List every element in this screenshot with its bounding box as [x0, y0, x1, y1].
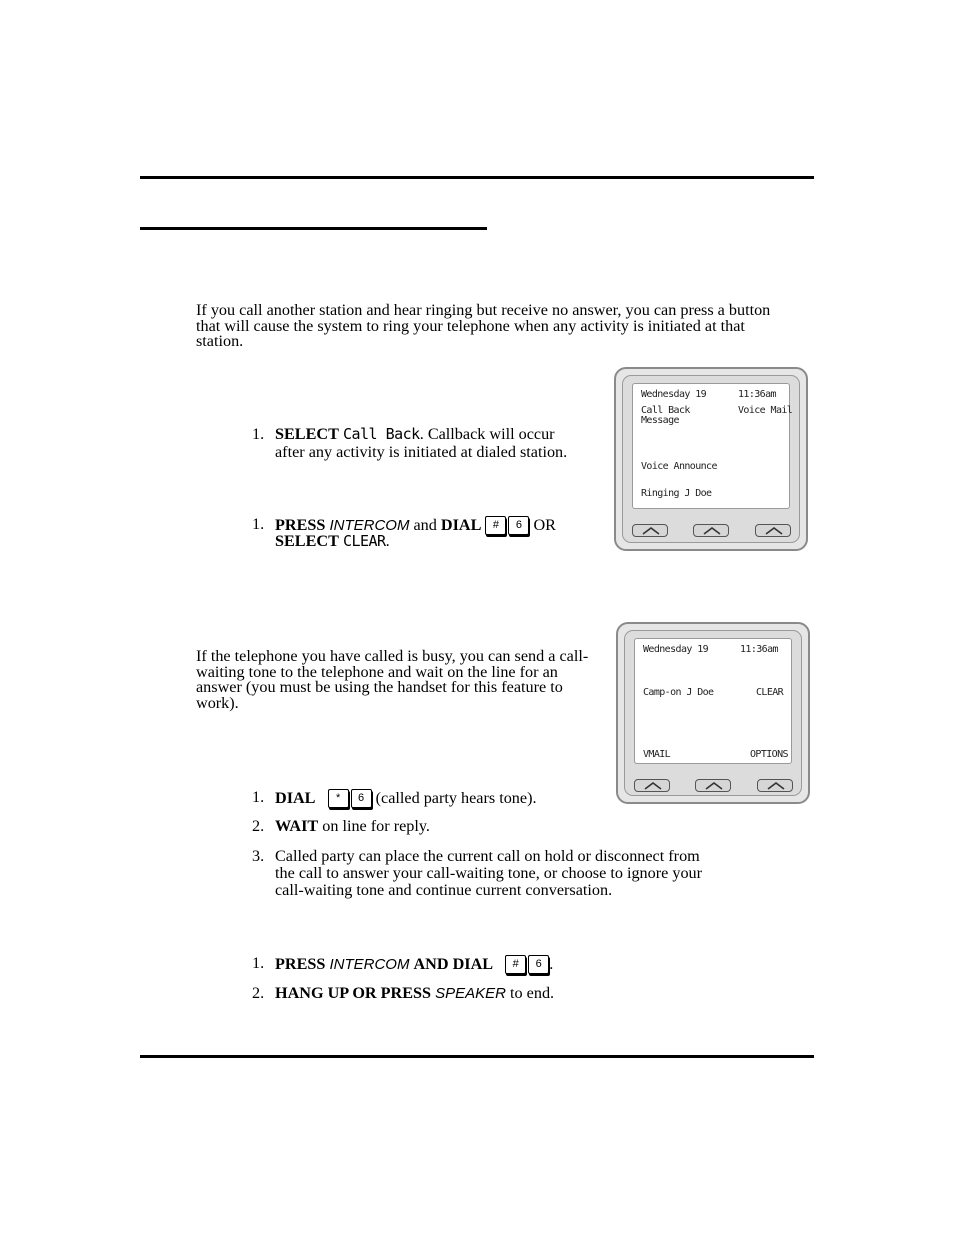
lcd-screen [634, 638, 792, 764]
lcd-day: Wednesday 19 [641, 389, 707, 400]
section-title-rule [140, 227, 487, 230]
camp-on-paragraph: If the telephone you have called is busy, you can send a call-waiting tone to the telephone and wait on the line for an answer (you must be using the handset for this feature to work). [196, 647, 589, 712]
softkey-center-button[interactable] [693, 524, 729, 537]
lcd-softkey-call-back[interactable]: Call Back [641, 405, 690, 416]
lcd-softkey-vmail[interactable]: VMAIL [643, 749, 671, 760]
lcd-call-back-label: Call Back [342, 425, 420, 443]
lcd-softkey-clear[interactable]: CLEAR [756, 687, 784, 698]
bottom-rule [140, 1055, 814, 1058]
lcd-camp-on: Camp-on J Doe [643, 687, 714, 698]
up-arrow-icon [703, 527, 721, 535]
softkey-left-button[interactable] [632, 524, 668, 537]
lcd-screen [632, 383, 793, 509]
star-key-icon: * [328, 789, 349, 808]
softkey-left-button[interactable] [634, 779, 670, 792]
six-key-icon: 6 [351, 789, 372, 808]
lcd-time: 11:36am [740, 644, 778, 655]
lcd-softkey-voice-mail[interactable]: Voice Mail [738, 405, 793, 416]
softkey-right-button[interactable] [757, 779, 793, 792]
lcd-voice-announce: Voice Announce [641, 461, 717, 472]
intercom-key-name: INTERCOM [329, 517, 410, 534]
lcd-time: 11:36am [738, 389, 776, 400]
lcd-softkey-options[interactable]: OPTIONS [750, 749, 788, 760]
up-arrow-icon [767, 782, 785, 790]
softkey-right-button[interactable] [755, 524, 791, 537]
lcd-clear-label: CLEAR [342, 532, 386, 550]
intro-paragraph: If you call another station and hear ringing but receive no answer, you can press a button that will cause the system to ring your telephone when any activity is initiated at that station. [196, 301, 771, 351]
phone-display-callback [614, 367, 808, 551]
top-rule [140, 176, 814, 179]
softkey-center-button[interactable] [695, 779, 731, 792]
up-arrow-icon [642, 527, 660, 535]
lcd-message: Message [641, 415, 679, 426]
phone-display-camp-on [616, 622, 810, 804]
speaker-key-name: SPEAKER [435, 985, 506, 1002]
six-key-icon: 6 [528, 955, 549, 974]
pound-key-icon: # [505, 955, 526, 974]
up-arrow-icon [705, 782, 723, 790]
up-arrow-icon [765, 527, 783, 535]
lcd-ringing: Ringing J Doe [641, 488, 712, 499]
up-arrow-icon [644, 782, 662, 790]
pound-key-icon: # [485, 516, 506, 535]
intercom-key-name: INTERCOM [329, 956, 410, 973]
six-key-icon: 6 [508, 516, 529, 535]
lcd-day: Wednesday 19 [643, 644, 709, 655]
